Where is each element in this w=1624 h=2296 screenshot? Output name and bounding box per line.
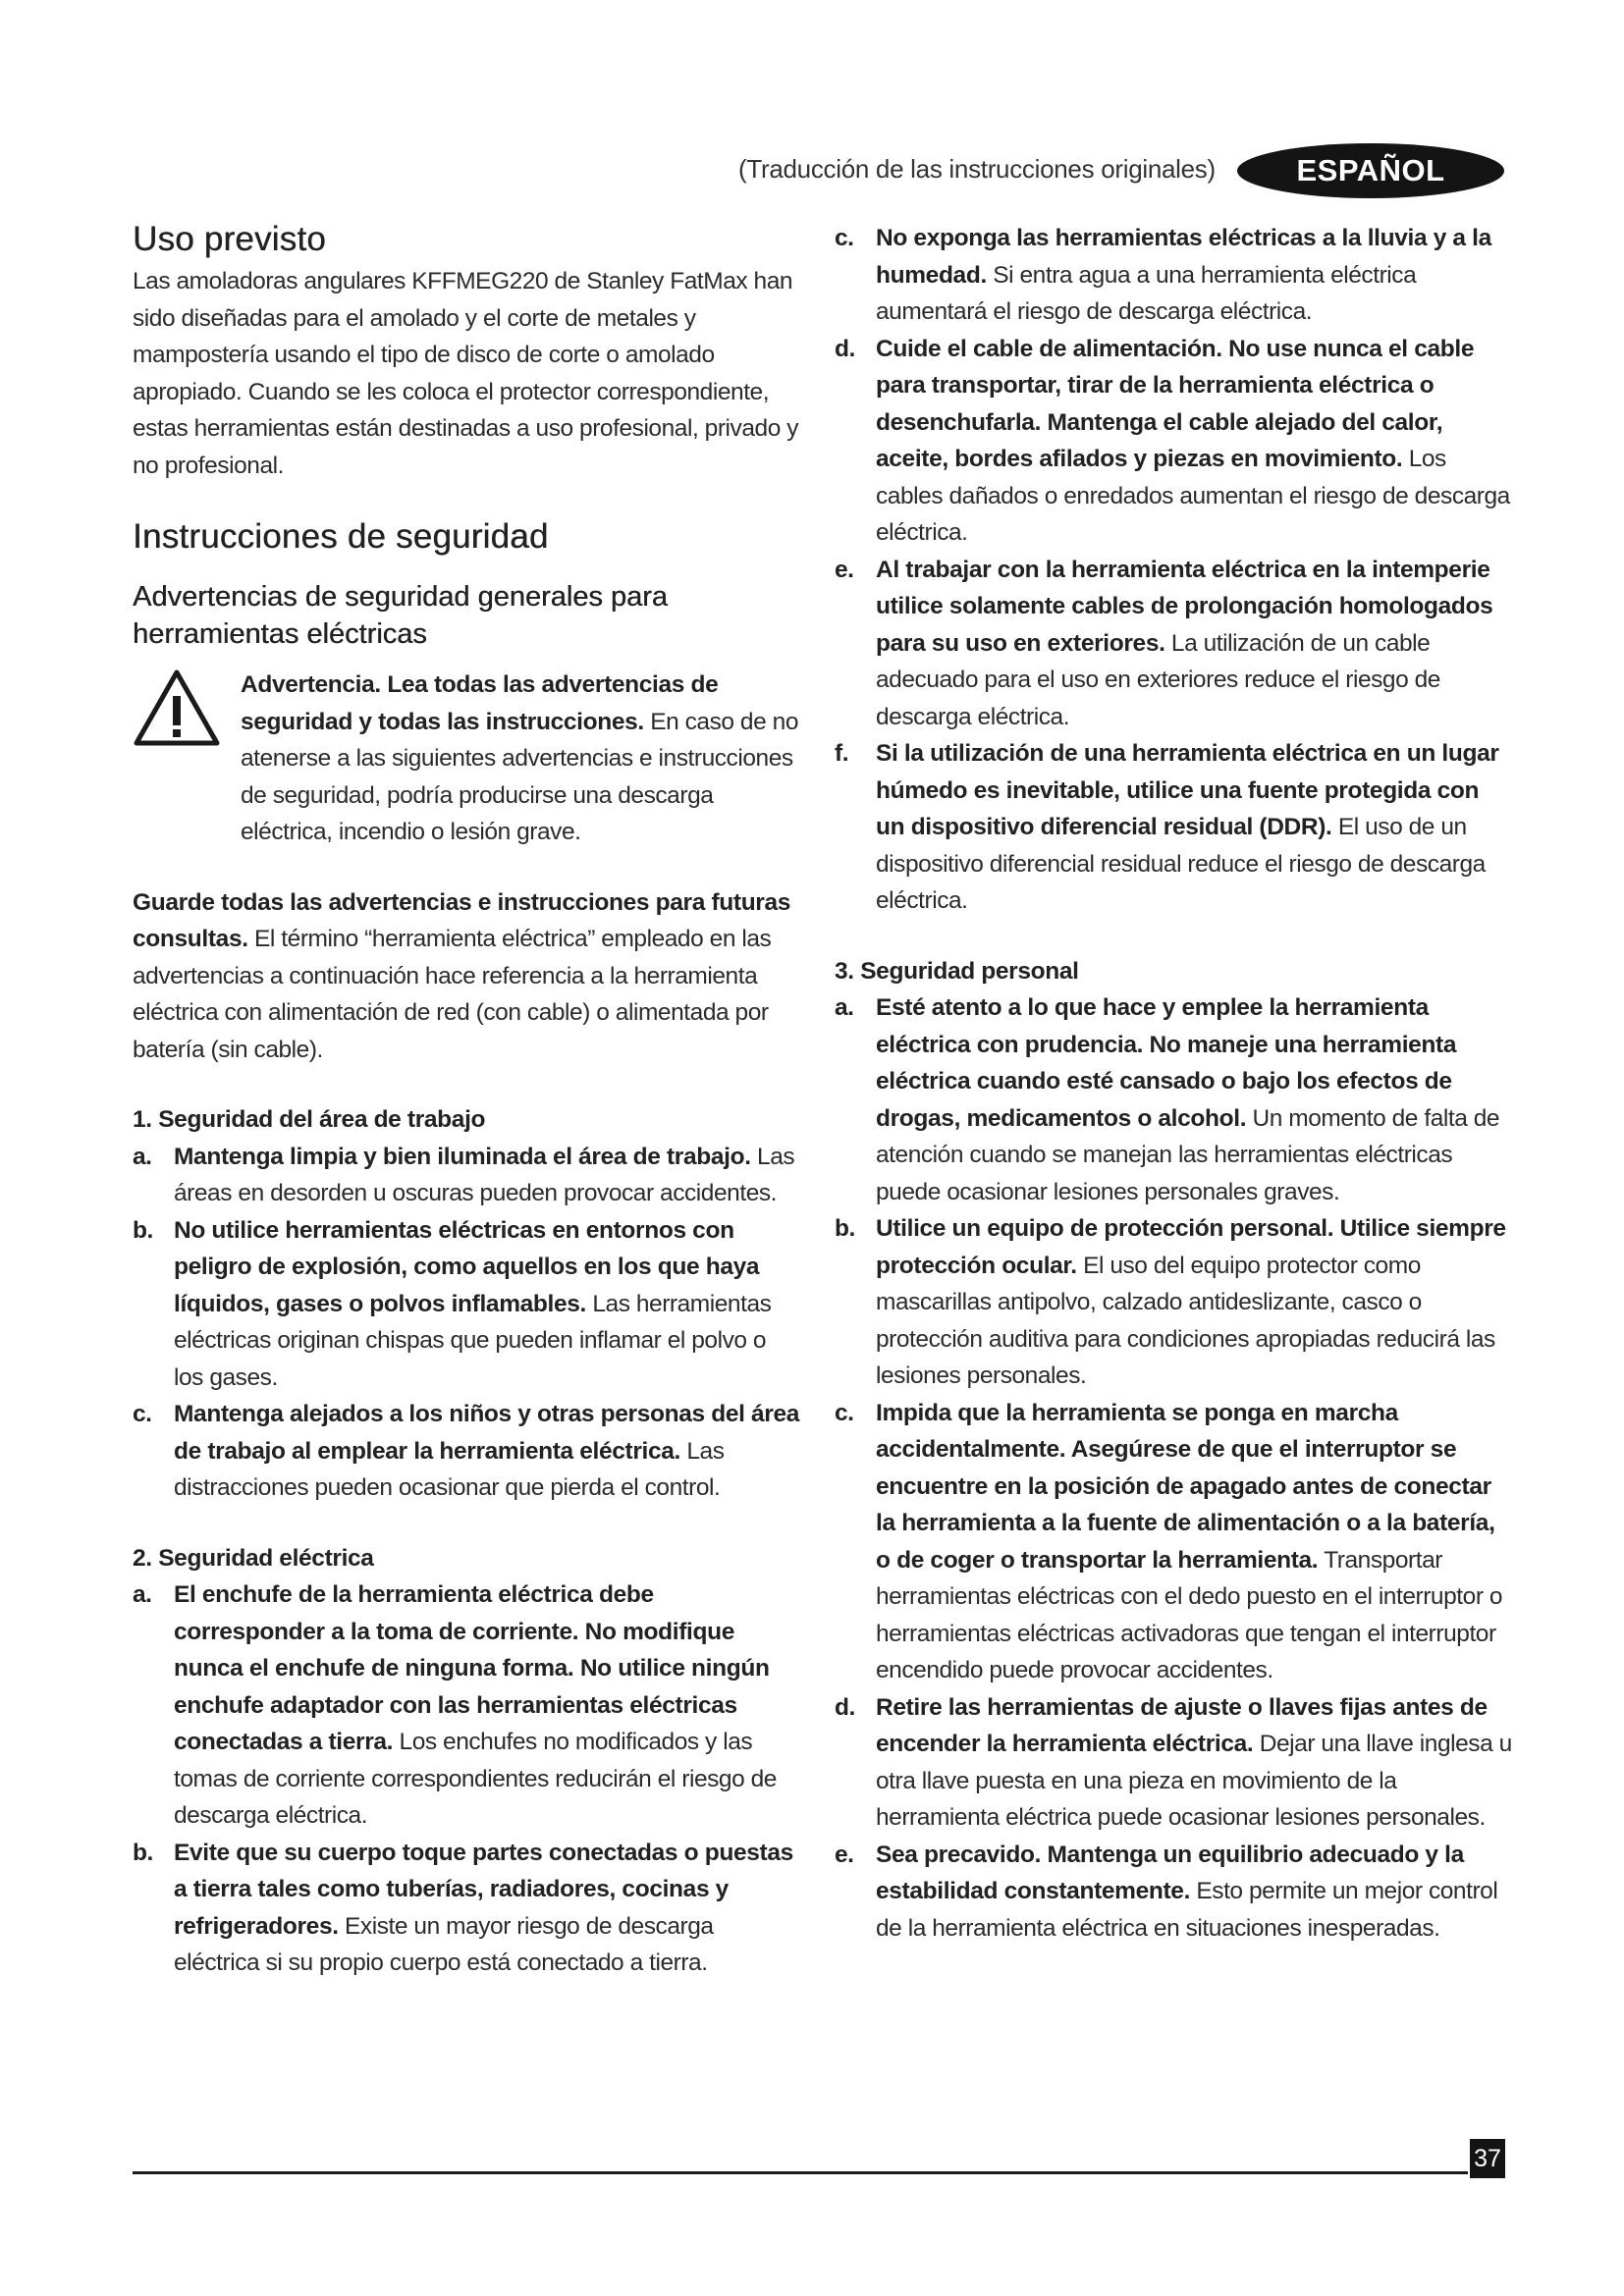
warning-text: Advertencia. Lea todas las advertencias de seguridad y todas las instrucciones. En caso de no atenerse a las siguientes advertencias e instrucciones de seguridad, podría producirse una descarga eléctrica, incendio o lesión grave. — [241, 671, 798, 845]
list-item: e. Sea precavido. Mantenga un equilibrio adecuado y la estabilidad constantemente. Esto permite un mejor control de la herramienta eléctrica en situaciones inesperadas. — [835, 1841, 1498, 1942]
guarde-text: Guarde todas las advertencias e instrucciones para futuras consultas. El término “herramienta eléctrica” empleado en las advertencias a continuación hace referencia a la herramienta eléctrica con alimentación de red (con cable) o alimentada por batería (sin cable). — [133, 888, 791, 1063]
section-1-title: 1. Seguridad del área de trabajo — [133, 1106, 486, 1133]
left-column — [133, 220, 800, 1982]
list-item: b. Evite que su cuerpo toque partes conectadas o puestas a tierra tales como tuberías, radiadores, cocinas y refrigeradores. Existe un mayor riesgo de descarga eléctrica si su propio cuerpo está conectado a tierra. — [133, 1839, 793, 1976]
advertencias-heading: Advertencias de seguridad generales para herramientas eléctricas — [133, 581, 668, 650]
uso-previsto-text: Las amoladoras angulares KFFMEG220 de Stanley FatMax han sido diseñadas para el amolado y el corte de metales y mampostería usando el tipo de disco de corte o amolado apropiado. Cuando se les coloca el protector correspondiente, estas herramientas están destinadas a uso profesional, privado y no profesional. — [133, 268, 799, 479]
right-column — [835, 220, 1512, 1947]
list-item: d. Retire las herramientas de ajuste o llaves fijas antes de encender la herramienta eléctrica. Dejar una llave inglesa u otra llave puesta en una pieza en movimiento de la herramienta eléctrica puede ocasionar lesiones personales. — [835, 1693, 1512, 1831]
uso-previsto-heading: Uso previsto — [133, 220, 326, 258]
language-badge: ESPAÑOL — [1237, 143, 1504, 198]
list-item: e. Al trabajar con la herramienta eléctrica en la intemperie utilice solamente cables de prolongación homologados para su uso en exteriores. La utilización de un cable adecuado para el uso en exteriores reduce el riesgo de descarga eléctrica. — [835, 556, 1493, 730]
list-item: d. Cuide el cable de alimentación. No use nunca el cable para transportar, tirar de la herramienta eléctrica o desenchufarla. Mantenga el cable alejado del calor, aceite, bordes afilados y piezas en movimiento. Los cables dañados o enredados aumentan el riesgo de descarga eléctrica. — [835, 335, 1510, 546]
section-2-title: 2. Seguridad eléctrica — [133, 1544, 374, 1572]
list-item: c. Mantenga alejados a los niños y otras personas del área de trabajo al emplear la herramienta eléctrica. Las distracciones pueden ocasionar que pierda el control. — [133, 1401, 800, 1501]
list-item: c. Impida que la herramienta se ponga en marcha accidentalmente. Asegúrese de que el interruptor se encuentre en la posición de apagado antes de conectar la herramienta a la fuente de alimentación o a la batería, o de coger o transportar la herramienta. Transportar herramientas eléctricas con el dedo puesto en el interruptor o herramientas eléctricas activadoras que tengan el interruptor encendido puede provocar accidentes. — [835, 1399, 1503, 1683]
list-item: c. No exponga las herramientas eléctricas a la lluvia y a la humedad. Si entra agua a una herramienta eléctrica aumentará el riesgo de descarga eléctrica. — [835, 225, 1491, 325]
section-3-title: 3. Seguridad personal — [835, 957, 1079, 985]
translation-note: (Traducción de las instrucciones originales) — [738, 154, 1216, 184]
warning-triangle-icon — [133, 668, 221, 747]
list-item: a. Esté atento a lo que hace y emplee la herramienta eléctrica con prudencia. No maneje una herramienta eléctrica cuando esté cansado o bajo los efectos de drogas, medicamentos o alcohol. Un momento de falta de atención cuando se manejan las herramientas eléctricas puede ocasionar lesiones personales graves. — [835, 994, 1500, 1205]
warning-block — [133, 667, 800, 851]
footer-rule — [133, 2171, 1468, 2174]
page-number: 37 — [1470, 2139, 1505, 2178]
instrucciones-heading: Instrucciones de seguridad — [133, 517, 549, 556]
list-item: a. El enchufe de la herramienta eléctrica debe corresponder a la toma de corriente. No modifique nunca el enchufe de ninguna forma. No utilice ningún enchufe adaptador con las herramientas eléctricas conectadas a tierra. Los enchufes no modificados y las tomas de corriente correspondientes reducirán el riesgo de descarga eléctrica. — [133, 1581, 777, 1829]
list-item: a. Mantenga limpia y bien iluminada el área de trabajo. Las áreas en desorden u oscuras pueden provocar accidentes. — [133, 1143, 795, 1206]
list-item: f. Si la utilización de una herramienta eléctrica en un lugar húmedo es inevitable, utilice una fuente protegida con un dispositivo diferencial residual (DDR). El uso de un dispositivo diferencial residual reduce el riesgo de descarga eléctrica. — [835, 740, 1499, 914]
list-item: b. No utilice herramientas eléctricas en entornos con peligro de explosión, como aquellos en los que haya líquidos, gases o polvos inflamables. Las herramientas eléctricas originan chispas que pueden inflamar el polvo o los gases. — [133, 1216, 772, 1391]
list-item: b. Utilice un equipo de protección personal. Utilice siempre protección ocular. El uso del equipo protector como mascarillas antipolvo, calzado antideslizante, casco o protección auditiva para condiciones apropiadas reducirá las lesiones personales. — [835, 1215, 1506, 1389]
